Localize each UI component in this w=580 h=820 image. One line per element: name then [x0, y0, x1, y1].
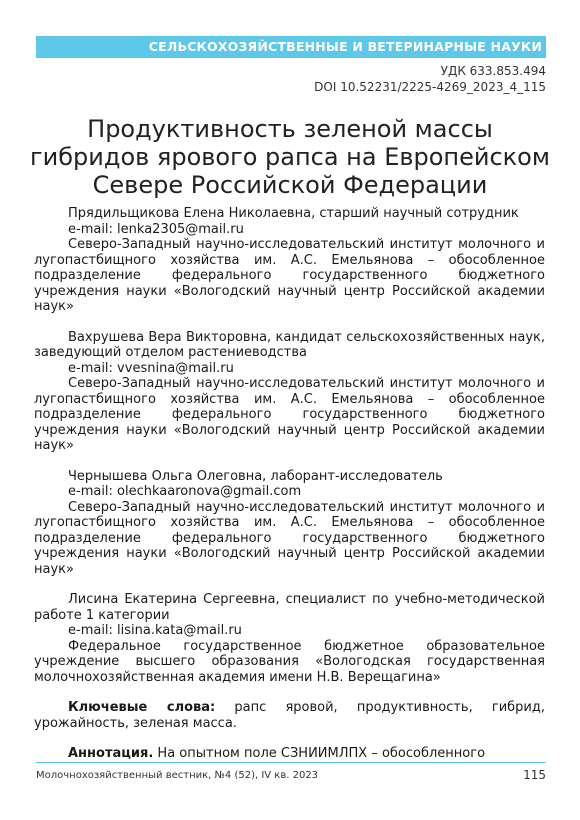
page-number: 115: [523, 768, 546, 782]
author-affiliation: Северо-Западный научно-исследовательский институт молочного и лугопастбищного хозяйства им. А.С. Емельянова – обособленное подразделение федерального государственного бюджетного учреждения науки «Вологодский научный центр Российской академии наук»: [34, 237, 545, 314]
author-email: e-mail: vvesnina@mail.ru: [68, 360, 234, 376]
author-affiliation: Северо-Западный научно-исследовательский институт молочного и лугопастбищного хозяйства им. А.С. Емельянова – обособленное подразделение федерального государственного бюджетного учреждения науки «Вологодский научный центр Российской академии наук»: [34, 376, 545, 453]
author-name-role: Вахрушева Вера Викторовна, кандидат сельскохозяйственных наук, заведующий отделом растениеводства: [34, 329, 545, 360]
annotation-label: Аннотация.: [68, 746, 154, 761]
journal-citation: Молочнохозяйственный вестник, №4 (52), IV кв. 2023: [36, 770, 319, 781]
author-block-1: [34, 206, 545, 315]
annotation: [34, 746, 545, 762]
article-body: [34, 206, 545, 762]
annotation-text: На опытном поле СЗНИИМЛПХ – обособленного: [153, 746, 486, 761]
keywords: [34, 700, 545, 731]
keywords-label: Ключевые слова:: [68, 700, 216, 715]
author-email: e-mail: olechkaaronova@gmail.com: [68, 484, 302, 499]
udk-code: УДК 633.853.494: [440, 64, 546, 78]
author-affiliation: Федеральное государственное бюджетное образовательное учреждение высшего образования «Вологодская государственная молочнохозяйственная академия имени Н.В. Верещагина»: [34, 638, 545, 685]
author-block-2: [34, 330, 545, 454]
author-block-4: [34, 592, 545, 685]
author-affiliation: Северо-Западный научно-исследовательский институт молочного и лугопастбищного хозяйства им. А.С. Емельянова – обособленное подразделение федерального государственного бюджетного учреждения науки «Вологодский научный центр Российской академии наук»: [34, 499, 545, 577]
author-block-3: [34, 469, 545, 578]
footer-divider: [36, 762, 546, 763]
author-name-role: Чернышева Ольга Олеговна, лаборант-исследователь: [68, 468, 443, 484]
author-email: e-mail: lisina.kata@mail.ru: [68, 623, 242, 638]
section-title: СЕЛЬСКОХОЗЯЙСТВЕННЫЕ И ВЕТЕРИНАРНЫЕ НАУКИ: [148, 39, 542, 54]
doi: DOI 10.52231/2225-4269_2023_4_115: [314, 80, 546, 94]
section-banner: [36, 36, 546, 58]
article-meta: [314, 63, 546, 95]
author-name-role: Лисина Екатерина Сергеевна, специалист по учебно-методической работе 1 категории: [34, 592, 545, 623]
author-name-role: Прядильщикова Елена Николаевна, старший научный сотрудник: [68, 206, 519, 221]
keywords-text: рапс яровой, продуктивность, гибрид, урожайность, зеленая масса.: [34, 700, 545, 731]
article-title: Продуктивность зеленой массы гибридов ярового рапса на Европейском Севере Российской Федерации: [30, 115, 550, 199]
author-email: e-mail: lenka2305@mail.ru: [68, 221, 244, 237]
